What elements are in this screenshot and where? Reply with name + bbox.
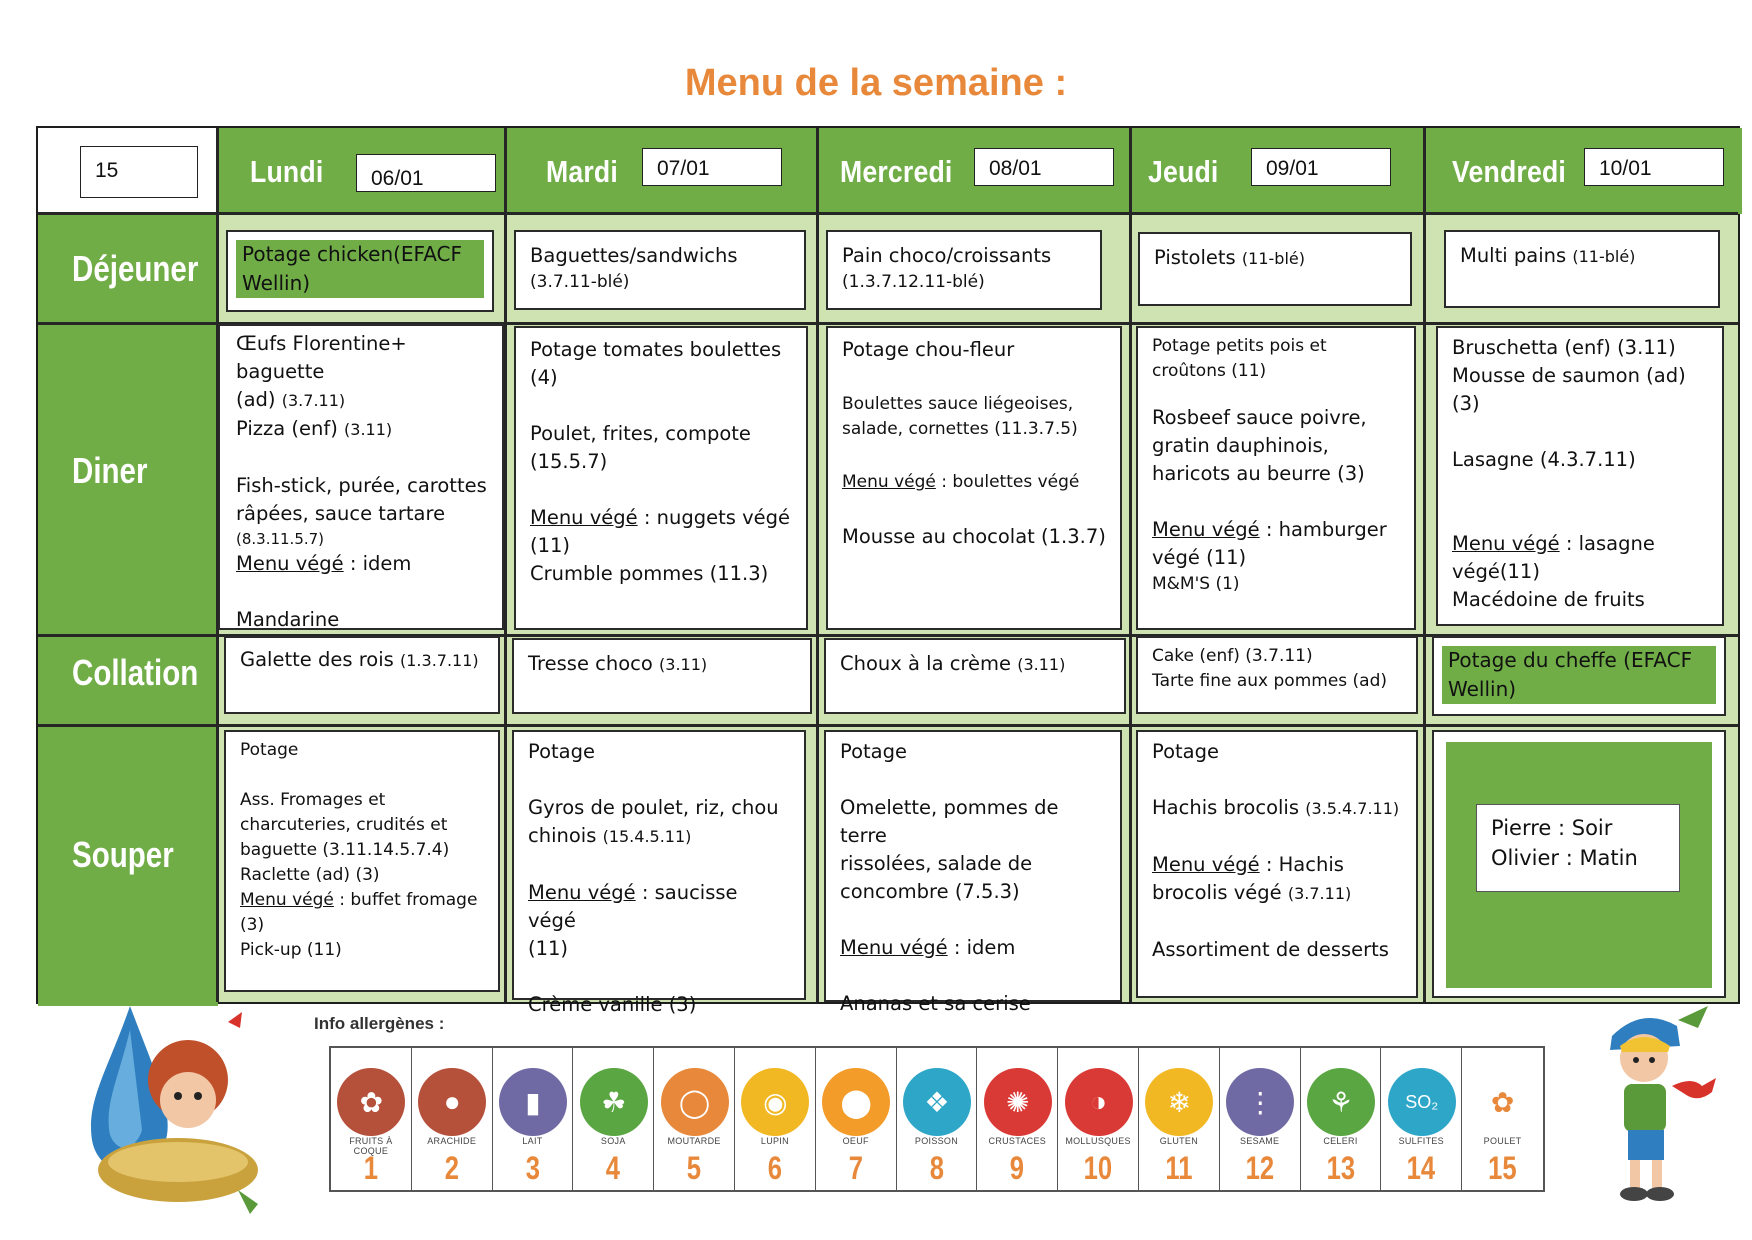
row-collation: Collation [72, 652, 199, 693]
allergen-number: 5 [686, 1150, 702, 1186]
allergen-number: 11 [1165, 1150, 1193, 1186]
page-title: Menu de la semaine : [684, 62, 1068, 104]
collation-mardi: Tresse choco (3.11) [512, 638, 812, 714]
allergen-item [412, 1048, 493, 1190]
soy-icon: ☘ [580, 1068, 648, 1136]
allergen-item [331, 1048, 412, 1190]
celery-icon: ⚘ [1307, 1068, 1375, 1136]
day-jeudi: Jeudi [1148, 154, 1219, 189]
peanut-icon: ● [418, 1068, 486, 1136]
week-number-box[interactable]: 15 [80, 146, 198, 198]
allergen-label: GLUTEN [1159, 1136, 1199, 1146]
chicken-icon: ✿ [1469, 1068, 1537, 1136]
allergen-item [654, 1048, 735, 1190]
dejeuner-mardi: Baguettes/sandwichs (3.7.11-blé) [514, 230, 806, 310]
allergen-label: CRUSTACES [988, 1136, 1047, 1146]
allergen-label: ARACHIDE [427, 1136, 477, 1146]
row-diner: Diner [72, 450, 148, 491]
allergen-item [735, 1048, 816, 1190]
nuts-icon: ✿ [337, 1068, 405, 1136]
fish-icon: ❖ [903, 1068, 971, 1136]
allergen-item [1462, 1048, 1543, 1190]
allergen-number: 7 [848, 1150, 863, 1186]
date-vendredi[interactable]: 10/01 [1584, 148, 1724, 186]
allergen-number: 6 [767, 1150, 783, 1186]
allergen-label: POISSON [914, 1136, 959, 1146]
day-mardi: Mardi [546, 154, 618, 189]
row-souper: Souper [72, 834, 174, 875]
date-mardi[interactable]: 07/01 [642, 148, 782, 186]
day-vendredi: Vendredi [1452, 154, 1566, 189]
allergen-table [329, 1046, 1545, 1192]
allergen-label: LAIT [522, 1136, 543, 1146]
meal-header-band [38, 214, 218, 1006]
allergen-label: MOLLUSQUES [1065, 1136, 1131, 1146]
collation-mercredi: Choux à la crème (3.11) [824, 638, 1126, 714]
allergen-number: 3 [525, 1150, 540, 1186]
wheat-icon: ❄ [1145, 1068, 1213, 1136]
dejeuner-mercredi: Pain choco/croissants (1.3.7.12.11-blé) [826, 230, 1102, 310]
allergen-label: FRUITS À COQUE [349, 1136, 393, 1156]
allergen-number: 8 [929, 1150, 944, 1186]
allergen-item [1139, 1048, 1220, 1190]
staff-note: Pierre : Soir Olivier : Matin [1476, 804, 1680, 892]
collation-vendredi: Potage du cheffe (EFACF Wellin) [1432, 636, 1726, 716]
allergen-number: 9 [1010, 1150, 1025, 1186]
dejeuner-jeudi: Pistolets (11-blé) [1138, 232, 1412, 306]
egg-icon: ⬤ [822, 1068, 890, 1136]
collation-jeudi: Cake (enf) (3.7.11) Tarte fine aux pommes (ad) [1136, 636, 1418, 714]
allergen-number: 2 [444, 1150, 459, 1186]
mascot-boy-illustration [1582, 1006, 1732, 1206]
allergen-label: MOUTARDE [667, 1136, 721, 1146]
allergen-number: 12 [1245, 1150, 1274, 1186]
mustard-icon: ◯ [661, 1068, 729, 1136]
souper-vendredi [1432, 730, 1726, 998]
sulfite-icon: SO₂ [1388, 1068, 1456, 1136]
diner-lundi: Œufs Florentine+ baguette (ad) (3.7.11) Pizza (enf) (3.11) Fish-stick, purée, carottes râpées, sauce tartare (8.3.11.5.7) Menu végé : idem Mandarine [218, 324, 504, 630]
day-mercredi: Mercredi [840, 154, 953, 189]
diner-mardi: Potage tomates boulettes (4) Poulet, frites, compote (15.5.7) Menu végé : nuggets végé (11) Crumble pommes (11.3) [514, 326, 808, 630]
date-mercredi[interactable]: 08/01 [974, 148, 1114, 186]
date-jeudi[interactable]: 09/01 [1251, 148, 1391, 186]
allergen-number: 10 [1083, 1150, 1113, 1186]
date-lundi[interactable]: 06/01 [356, 154, 496, 192]
allergen-item [573, 1048, 654, 1190]
allergen-title: Info allergènes : [314, 1014, 445, 1033]
diner-jeudi: Potage petits pois et croûtons (11) Rosbeef sauce poivre, gratin dauphinois, haricots au beurre (3) Menu végé : hamburger végé (11) M&M'S (1) [1136, 326, 1416, 630]
shell-icon: ◑ [1065, 1068, 1133, 1136]
allergen-label: OEUF [842, 1136, 869, 1146]
mascot-drop-illustration [78, 1000, 268, 1220]
sesame-icon: ⋮ [1226, 1068, 1294, 1136]
diner-mercredi: Potage chou-fleur Boulettes sauce liégeoises, salade, cornettes (11.3.7.5) Menu végé : boulettes végé Mousse au chocolat (1.3.7) [826, 326, 1122, 630]
souper-mercredi: Potage Omelette, pommes de terre rissolées, salade de concombre (7.5.3) Menu végé : idem Ananas et sa cerise [824, 730, 1122, 1002]
allergen-number: 1 [363, 1150, 379, 1186]
allergen-item [1058, 1048, 1139, 1190]
diner-vendredi: Bruschetta (enf) (3.11) Mousse de saumon (ad) (3) Lasagne (4.3.7.11) Menu végé : lasagne végé(11) Macédoine de fruits [1436, 326, 1724, 626]
milk-icon: ▮ [499, 1068, 567, 1136]
allergen-number: 13 [1326, 1150, 1355, 1186]
allergen-item [1381, 1048, 1462, 1190]
allergen-label: SESAME [1240, 1136, 1280, 1146]
allergen-item [977, 1048, 1058, 1190]
souper-lundi: Potage Ass. Fromages et charcuteries, crudités et baguette (3.11.14.5.7.4) Raclette (ad) (3) Menu végé : buffet fromage (3) Pick-up (11) [224, 730, 500, 992]
allergen-label: POULET [1483, 1136, 1522, 1146]
allergen-number: 14 [1407, 1150, 1436, 1186]
allergen-item [816, 1048, 897, 1190]
dejeuner-vendredi: Multi pains (11-blé) [1444, 230, 1720, 308]
allergen-label: CELERI [1323, 1136, 1358, 1146]
collation-lundi: Galette des rois (1.3.7.11) [224, 636, 500, 714]
allergen-label: SOJA [600, 1136, 626, 1146]
allergen-item [1301, 1048, 1382, 1190]
crab-icon: ✺ [984, 1068, 1052, 1136]
allergen-number: 4 [606, 1150, 621, 1186]
souper-mardi: Potage Gyros de poulet, riz, chou chinois (15.4.5.11) Menu végé : saucisse végé (11) Crème vanille (3) [512, 730, 806, 1000]
lupin-icon: ◉ [741, 1068, 809, 1136]
souper-jeudi: Potage Hachis brocolis (3.5.4.7.11) Menu végé : Hachis brocolis végé (3.7.11) Assortiment de desserts [1136, 730, 1418, 998]
allergen-item [897, 1048, 978, 1190]
allergen-number: 15 [1488, 1150, 1517, 1186]
allergen-label: SULFITES [1398, 1136, 1444, 1146]
allergen-item [1220, 1048, 1301, 1190]
row-dejeuner: Déjeuner [72, 248, 199, 289]
menu-grid [36, 126, 1740, 1016]
day-lundi: Lundi [250, 154, 324, 189]
dejeuner-lundi: Potage chicken(EFACF Wellin) [226, 230, 494, 312]
allergen-label: LUPIN [760, 1136, 789, 1146]
allergen-item [493, 1048, 574, 1190]
